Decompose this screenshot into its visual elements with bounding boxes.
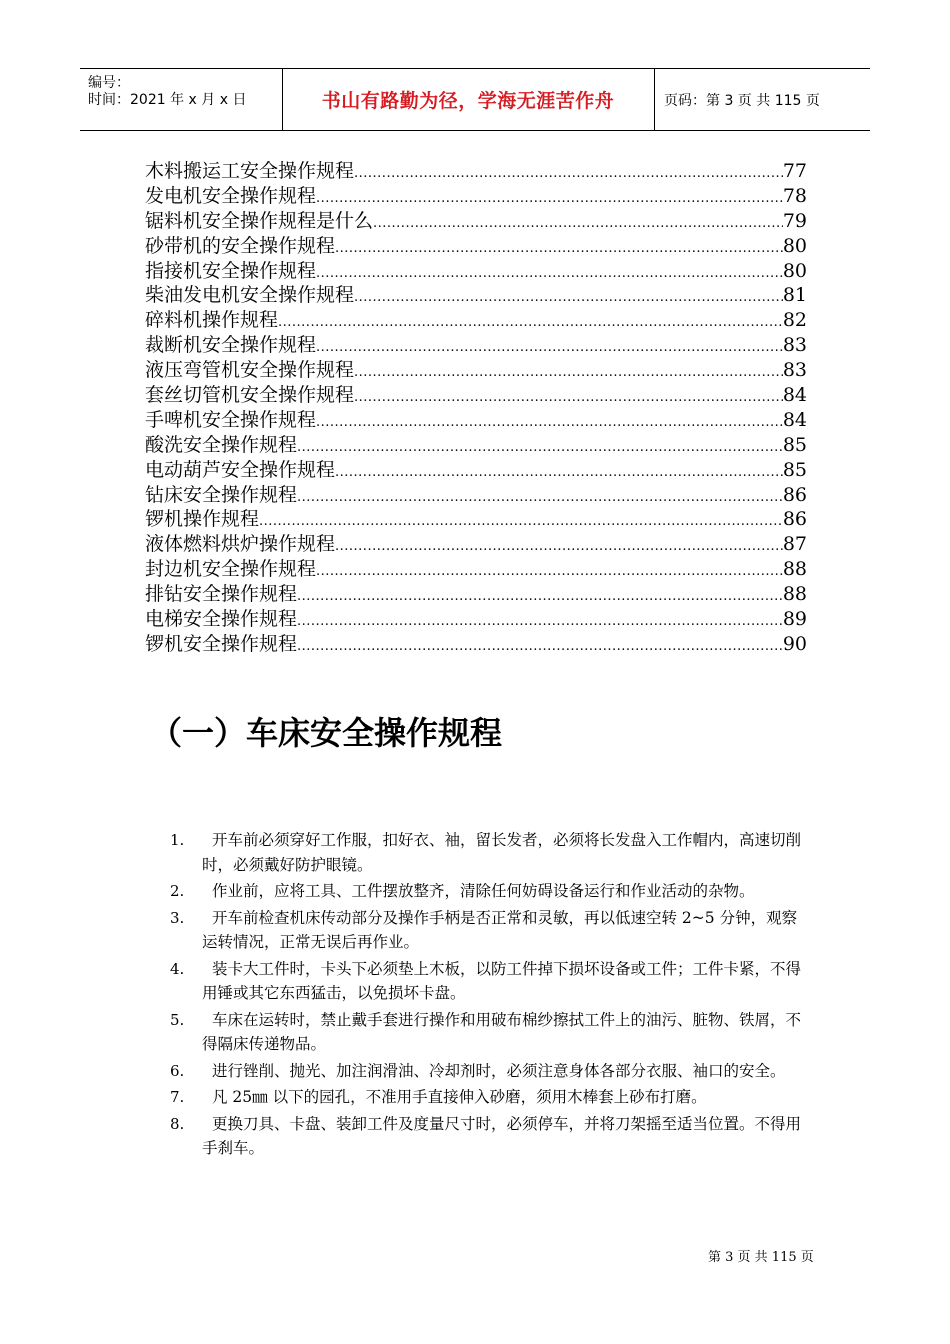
toc-entry[interactable]: [145, 156, 807, 181]
toc-leader-dots: [297, 614, 783, 629]
toc-entry-title: 套丝切管机安全操作规程: [145, 384, 355, 407]
toc-entry[interactable]: [145, 455, 807, 480]
toc-entry-title: 锯料机安全操作规程是什么: [145, 209, 374, 232]
toc-entry-title: 液压弯管机安全操作规程: [145, 359, 355, 382]
rule-text: 开车前检查机床传动部分及操作手柄是否正常和灵敏，再以低速空转 2~5 分钟，观察运转情况，正常无误后再作业。: [202, 908, 798, 951]
toc-entry-page: 90: [782, 632, 807, 655]
toc-leader-dots: [354, 166, 783, 181]
toc-leader-dots: [354, 365, 783, 380]
toc-entry[interactable]: [145, 554, 807, 579]
rule-number: 1.: [170, 831, 185, 849]
toc-entry-page: 83: [782, 334, 807, 357]
page-footer-number: 第 3 页 共 115 页: [708, 1250, 814, 1265]
toc-entry-page: 86: [782, 483, 807, 506]
rule-text: 装卡大工件时，卡头下必须垫上木板，以防工件掉下损坏设备或工件；工件卡紧，不得用锤或其它东西猛击，以免损坏卡盘。: [202, 959, 802, 1002]
section-heading: （一）车床安全操作规程: [150, 714, 503, 752]
toc-entry-page: 84: [782, 384, 807, 407]
rule-text: 更换刀具、卡盘、装卸工件及度量尺寸时，必须停车，并将刀架摇至适当位置。不得用手刹车。: [202, 1114, 802, 1157]
toc-entry[interactable]: [145, 480, 807, 505]
toc-entry[interactable]: [145, 280, 807, 305]
rule-item: [170, 957, 810, 1006]
rule-item: [170, 906, 810, 955]
rule-item: [170, 879, 810, 904]
page-header: [80, 68, 870, 131]
rule-text: 凡 25㎜ 以下的园孔，不准用手直接伸入砂磨，须用木棒套上砂布打磨。: [212, 1088, 707, 1106]
toc-entry-title: 裁断机安全操作规程: [145, 334, 317, 357]
rule-text: 进行锉削、抛光、加注润滑油、冷却剂时，必须注意身体各部分衣服、袖口的安全。: [212, 1061, 786, 1080]
toc-entry-page: 81: [782, 284, 807, 307]
toc-entry-page: 83: [782, 359, 807, 382]
toc-leader-dots: [354, 390, 783, 405]
toc-entry[interactable]: [145, 504, 807, 529]
toc-entry-page: 86: [782, 508, 807, 531]
toc-entry-title: 木料搬运工安全操作规程: [145, 160, 355, 182]
rule-text: 开车前必须穿好工作服，扣好衣、袖，留长发者，必须将长发盘入工作帽内，高速切削时，必须戴好防护眼镜。: [202, 831, 802, 874]
toc-leader-dots: [335, 241, 783, 256]
toc-leader-dots: [297, 589, 783, 604]
table-of-contents: [145, 156, 807, 654]
toc-leader-dots: [316, 191, 783, 206]
toc-entry[interactable]: [145, 355, 807, 380]
toc-entry[interactable]: [145, 256, 807, 281]
toc-entry-page: 82: [782, 309, 807, 332]
document-code-label: 编号：: [88, 75, 130, 91]
toc-leader-dots: [278, 315, 783, 330]
toc-entry[interactable]: [145, 231, 807, 256]
rule-item: [170, 1085, 810, 1110]
toc-entry-title: 排钻安全操作规程: [145, 583, 298, 606]
header-page-label: 页码：第 3 页 共 115 页: [664, 92, 820, 109]
rule-number: 4.: [170, 959, 185, 978]
document-time-label: 时间：2021 年 x 月 x 日: [88, 92, 247, 108]
toc-entry[interactable]: [145, 330, 807, 355]
rule-number: 5.: [170, 1010, 185, 1029]
header-motto: 书山有路勤为径，学海无涯苦作舟: [282, 69, 655, 130]
toc-entry-page: 79: [782, 209, 807, 232]
toc-entry[interactable]: [145, 380, 807, 405]
toc-entry[interactable]: [145, 604, 807, 629]
toc-entry-title: 电动葫芦安全操作规程: [145, 458, 336, 481]
toc-leader-dots: [316, 415, 783, 430]
toc-entry-page: 88: [782, 558, 807, 581]
rule-number: 8.: [170, 1114, 185, 1133]
toc-leader-dots: [316, 340, 783, 355]
rule-text: 车床在运转时，禁止戴手套进行操作和用破布棉纱擦拭工件上的油污、脏物、铁屑，不得隔床传递物品。: [202, 1010, 802, 1053]
toc-entry-page: 80: [782, 234, 807, 257]
toc-entry-title: 手啤机安全操作规程: [145, 408, 317, 431]
header-meta-cell: [80, 69, 283, 130]
rule-number: 3.: [170, 908, 185, 927]
rule-item: [170, 1112, 810, 1161]
toc-entry-title: 钻床安全操作规程: [145, 483, 298, 506]
toc-entry-title: 发电机安全操作规程: [145, 184, 317, 207]
toc-leader-dots: [316, 564, 783, 579]
toc-entry-page: 88: [782, 583, 807, 606]
toc-entry-title: 封边机安全操作规程: [145, 558, 317, 581]
toc-entry-page: 77: [782, 160, 807, 182]
toc-leader-dots: [373, 216, 783, 231]
toc-entry-page: 80: [782, 259, 807, 282]
toc-entry[interactable]: [145, 579, 807, 604]
toc-entry[interactable]: [145, 405, 807, 430]
toc-leader-dots: [259, 514, 783, 529]
toc-leader-dots: [335, 539, 783, 554]
toc-entry[interactable]: [145, 430, 807, 455]
toc-entry[interactable]: [145, 629, 807, 654]
toc-entry-title: 碎料机操作规程: [145, 309, 279, 332]
rules-list: [170, 828, 810, 1163]
rule-text: 作业前，应将工具、工件摆放整齐，清除任何妨碍设备运行和作业活动的杂物。: [212, 882, 755, 900]
toc-leader-dots: [297, 440, 783, 455]
toc-entry-title: 指接机安全操作规程: [145, 259, 317, 282]
toc-entry[interactable]: [145, 206, 807, 231]
rule-number: 2.: [170, 882, 185, 900]
toc-entry-title: 锣机安全操作规程: [145, 632, 298, 655]
toc-leader-dots: [297, 490, 783, 505]
toc-entry-page: 85: [782, 458, 807, 481]
toc-entry-title: 砂带机的安全操作规程: [145, 234, 336, 257]
toc-leader-dots: [316, 266, 783, 281]
toc-leader-dots: [297, 639, 783, 654]
rule-item: [170, 1059, 810, 1084]
toc-entry-title: 锣机操作规程: [145, 508, 260, 531]
rule-item: [170, 828, 810, 877]
toc-entry-page: 84: [782, 408, 807, 431]
toc-entry-page: 87: [782, 533, 807, 556]
toc-entry-title: 电梯安全操作规程: [145, 608, 298, 631]
toc-entry-title: 柴油发电机安全操作规程: [145, 284, 355, 307]
toc-entry-title: 酸洗安全操作规程: [145, 433, 298, 456]
rule-number: 7.: [170, 1088, 185, 1106]
rule-number: 6.: [170, 1061, 185, 1080]
toc-leader-dots: [335, 465, 783, 480]
toc-entry-page: 89: [782, 608, 807, 631]
rule-item: [170, 1008, 810, 1057]
toc-entry-page: 85: [782, 433, 807, 456]
toc-leader-dots: [354, 290, 783, 305]
toc-entry[interactable]: [145, 529, 807, 554]
toc-entry-page: 78: [782, 184, 807, 207]
toc-entry-title: 液体燃料烘炉操作规程: [145, 533, 336, 556]
toc-entry[interactable]: [145, 181, 807, 206]
toc-entry[interactable]: [145, 305, 807, 330]
